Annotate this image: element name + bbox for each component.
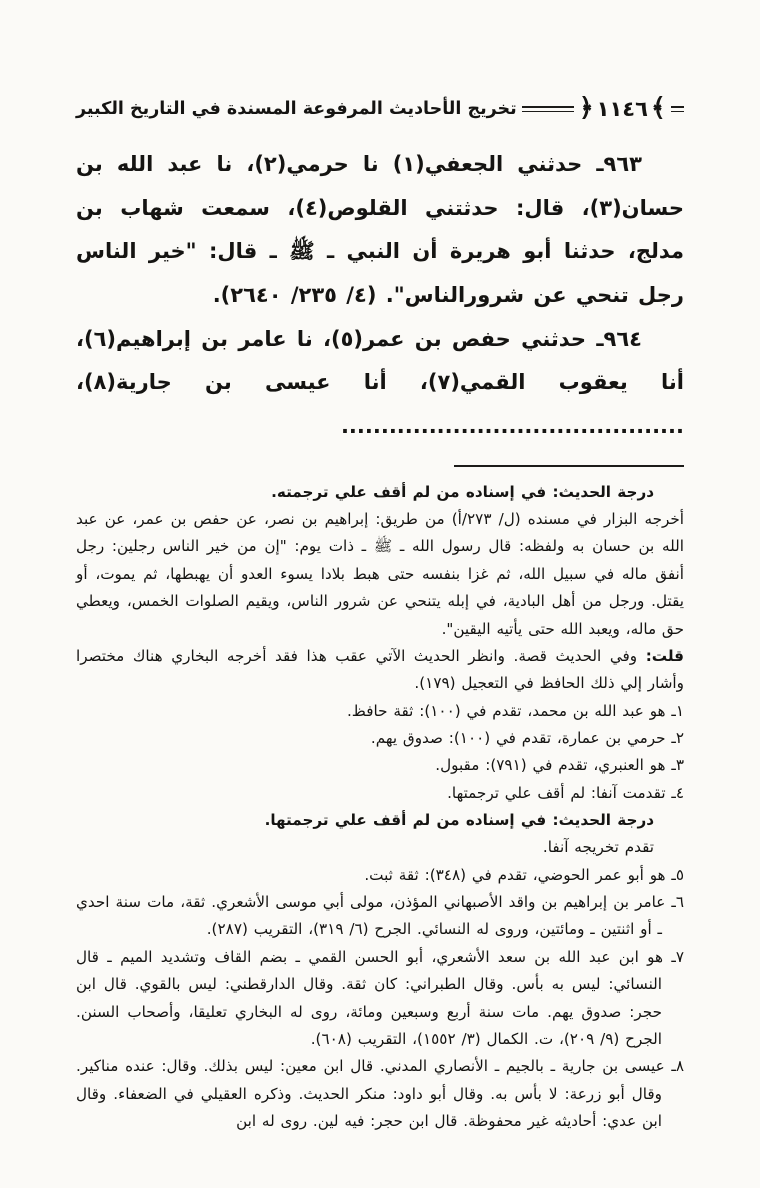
book-title: تخريج الأحاديث المرفوعة المسندة في التاريخ الكبير <box>76 98 517 119</box>
footnote-text: أخرجه البزار في مسنده (ل/ ٢٧٣/أ) من طريق: إبراهيم بن نصر، عن حفص بن عمر، عن عبد الله بن حسان به ولفظه: قال رسول الله ـ ﷺ ـ ذات يوم: "إن من خير الناس رجلين: رجل أنفق ماله في سبيل الله، ثم غزا بنفسه حتى هبط بلادا يسوء العدو أن يهبطها، ثم يموت، أو يقتل. ورجل من أهل البادية، في إبله يتنحي عن شرور الناس، ويقيم الصلوات الخمس، ويعطي حق ماله، ويعبد الله حتى يأتيه اليقين". <box>76 510 684 638</box>
page-number: ١١٤٦ <box>596 96 648 121</box>
footnote-lead: درجة الحديث: في إسناده من لم أقف علي ترجمته. <box>271 482 654 501</box>
hadith-963: ٩٦٣ـ حدثني الجعفي(١) نا حرمي(٢)، نا عبد الله بن حسان(٣)، قال: حدثتني القلوص(٤)، سمعت شهاب بن مدلج، حدثنا أبو هريرة أن النبي ـ ﷺ ـ قال: "خير الناس رجل تنحي عن شرورالناس". (٤/ ٢٣٥/ ٢٦٤٠). <box>76 152 684 308</box>
footnote-text: ٨ـ عيسى بن جارية ـ بالجيم ـ الأنصاري المدني. قال ابن معين: ليس بذلك. وقال: عنده مناكير. وقال أبو زرعة: لا بأس به. وقال أبو داود: منكر الحديث. وذكره العقيلي في الضعفاء. وقال ابن عدي: أحاديثه غير محفوظة. قال ابن حجر: فيه لين. روى له ابن <box>76 1057 684 1130</box>
hadith-block <box>76 143 684 449</box>
header-rule-right <box>671 106 684 112</box>
footnote-text: ٦ـ عامر بن إبراهيم بن واقد الأصبهاني المؤذن، مولى أبي موسى الأشعري. ثقة، مات سنة احدي ـ أو اثنتين ـ ومائتين، وروى له النسائي. الجرح (٦/ ٣١٩)، التقريب (٢٨٧). <box>76 893 684 939</box>
footnote-2 <box>76 725 684 752</box>
ornate-bracket-left-icon: ﴿ <box>579 93 594 122</box>
page-number-cartouche <box>579 93 666 122</box>
footnote-8 <box>76 1053 684 1135</box>
footnote-6 <box>76 889 684 944</box>
footnote-qultu <box>76 643 684 698</box>
footnote-takhrij <box>76 506 684 643</box>
footnote-text: ٤ـ تقدمت آنفا: لم أقف علي ترجمتها. <box>447 783 684 802</box>
ornate-bracket-right-icon: ﴾ <box>650 93 666 122</box>
footnote-text: ٣ـ هو العنبري، تقدم في (٧٩١): مقبول. <box>435 756 684 775</box>
footnote-7 <box>76 944 684 1053</box>
footnote-text: وفي الحديث قصة. وانظر الحديث الآتي عقب هذا فقد أخرجه البخاري هناك مختصرا وأشار إلي ذلك الحافظ في التعجيل (١٧٩). <box>76 646 684 693</box>
footnote-grade-heading <box>76 479 684 506</box>
footnote-1 <box>76 698 684 725</box>
footnote-separator <box>454 465 684 467</box>
footnote-text: ١ـ هو عبد الله بن محمد، تقدم في (١٠٠): ثقة حافظ. <box>346 701 684 720</box>
footnote-lead: درجة الحديث: في إسناده من لم أقف علي ترجمتها. <box>264 811 654 830</box>
footnote-4 <box>76 780 684 807</box>
header-rule-mid <box>522 106 574 112</box>
hadith-964: ٩٦٤ـ حدثني حفص بن عمر(٥)، نا عامر بن إبراهيم(٦)، أنا يعقوب القمي(٧)، أنا عيسى بن جارية(٨)، ........................................... <box>76 326 684 439</box>
footnote-text: تقدم تخريجه آنفا. <box>542 838 654 857</box>
footnote-text: ٢ـ حرمي بن عمارة، تقدم في (١٠٠): صدوق يهم. <box>370 728 684 747</box>
footnote-text: ٥ـ هو أبو عمر الحوضي، تقدم في (٣٤٨): ثقة ثبت. <box>364 865 684 884</box>
footnote-lead: قلت: <box>645 646 684 665</box>
footnote-takhrij-2 <box>76 834 684 861</box>
footnote-grade-heading-2 <box>76 807 684 834</box>
footnote-text: ٧ـ هو ابن عبد الله بن سعد الأشعري، أبو الحسن القمي ـ بضم القاف وتشديد الميم ـ قال النسائي: ليس به بأس. وقال الطبراني: كان ثقة. وقال الدارقطني: ليس بالقوي. قال ابن حجر: صدوق يهم. مات سنة أربع وسبعين ومائة، روى له البخاري تعليقا، وأصحاب السنن. الجرح (٩/ ٢٠٩)، ت. الكمال (٣/ ١٥٥٢)، التقريب (٦٠٨). <box>76 947 684 1048</box>
footnote-3 <box>76 752 684 779</box>
footnotes-section <box>76 479 684 1136</box>
footnote-5 <box>76 862 684 889</box>
page-header <box>76 93 684 122</box>
